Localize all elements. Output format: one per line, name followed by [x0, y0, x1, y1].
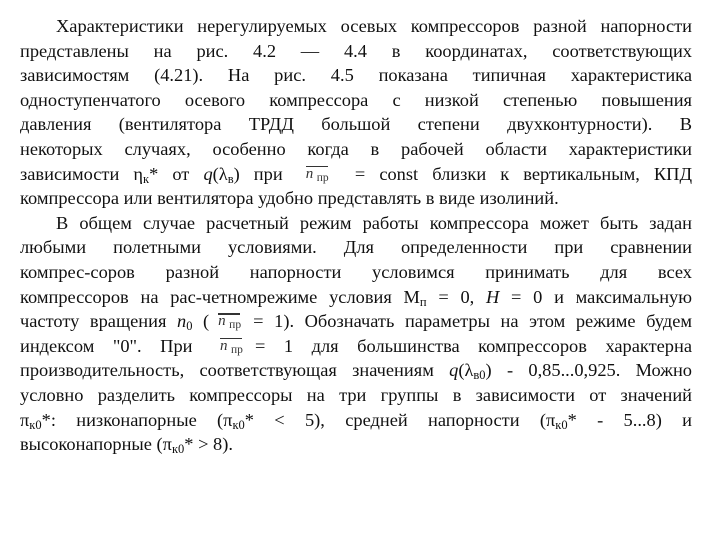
paragraph-2-line-7 — [20, 358, 692, 383]
text-segment: ) - 0,85...0,925. Можно — [485, 360, 692, 381]
subscript: в0 — [473, 368, 486, 383]
paragraph-1-line-6: некоторых случаях, особенно когда в рабочей области характеристики — [20, 138, 692, 159]
paragraph-1-line-2: представлены на рис. 4.2 — 4.4 в координатах, соответствующих — [20, 40, 692, 61]
document-text — [20, 14, 692, 457]
paragraph-2-line-3: компрес-соров разной напорности условимся принимать для всех — [20, 261, 692, 282]
text-segment: = 0 и максимальную — [499, 286, 692, 307]
text-segment: * от — [149, 163, 204, 184]
text-segment: производительность, соответствующая значениям — [20, 360, 450, 381]
paragraph-1-line-4: одноступенчатого осевого компрессора с низкой степенью повышения — [20, 89, 692, 110]
subscript: к0 — [29, 417, 42, 432]
subscript: к0 — [555, 417, 568, 432]
text-segment: (λ — [212, 163, 228, 184]
subscript: в — [227, 171, 234, 186]
text-segment: π — [20, 409, 30, 430]
text-segment: *: низконапорные (π — [41, 409, 233, 430]
subscript: к0 — [232, 417, 245, 432]
text-segment: индексом "0". При — [20, 335, 193, 356]
paragraph-1-line-3: зависимостям (4.21). На рис. 4.5 показана типичная характеристика — [20, 65, 692, 86]
paragraph-1-line-7 — [20, 162, 692, 187]
text-segment: = const близки к вертикальным, КПД — [354, 163, 692, 184]
paragraph-1-line-1: Характеристики нерегулируемых осевых компрессоров разной напорности — [56, 16, 692, 36]
subscript: п — [419, 294, 427, 309]
text-segment: = 1). Обозначать параметры на этом режиме будем — [253, 311, 692, 332]
text-segment: = 0, — [426, 286, 486, 307]
paragraph-2-line-10 — [20, 432, 692, 457]
paragraph-2-line-2: любыми полетными условиями. Для определенности при сравнении — [20, 237, 692, 258]
text-segment: ( — [192, 311, 210, 332]
text-segment: зависимости η — [20, 163, 143, 184]
text-segment: = 1 для большинства компрессоров характерна — [255, 335, 692, 356]
math-variable: n — [177, 311, 187, 332]
paragraph-1-line-8: компрессора или вентилятора удобно представлять в виде изолиний. — [20, 188, 559, 209]
text-segment: * < 5), средней напорности (π — [244, 409, 556, 430]
text-segment: (λ — [458, 360, 474, 381]
paragraph-2-line-5 — [20, 309, 692, 334]
text-segment: ) при — [233, 163, 283, 184]
text-segment: частоту вращения — [20, 311, 177, 332]
math-variable: q — [449, 360, 459, 381]
reduced-rpm-symbol: n пр — [220, 337, 243, 356]
reduced-rpm-symbol: n пр — [218, 313, 242, 332]
paragraph-2-line-4 — [20, 285, 692, 310]
text-segment: высоконапорные (π — [20, 434, 172, 455]
math-variable: Н — [486, 286, 500, 307]
math-variable: q — [203, 163, 213, 184]
paragraph-2-line-9 — [20, 408, 692, 433]
paragraph-2-line-8: условно разделить компрессоры на три группы в зависимости от значений — [20, 384, 692, 405]
subscript: к — [143, 171, 150, 186]
subscript: к0 — [171, 442, 185, 457]
text-segment: * > 8). — [184, 434, 233, 455]
subscript: 0 — [186, 319, 193, 334]
paragraph-2-line-1: В общем случае расчетный режим работы компрессора может быть задан — [56, 212, 692, 233]
text-segment: * - 5...8) и — [567, 409, 692, 430]
text-segment: компрессоров на рас-четномрежиме условия М — [20, 286, 420, 307]
paragraph-2-line-6 — [20, 334, 692, 359]
paragraph-1-line-5: давления (вентилятора ТРДД большой степени двухконтурности). В — [20, 114, 692, 135]
reduced-rpm-symbol: n пр — [305, 165, 329, 184]
